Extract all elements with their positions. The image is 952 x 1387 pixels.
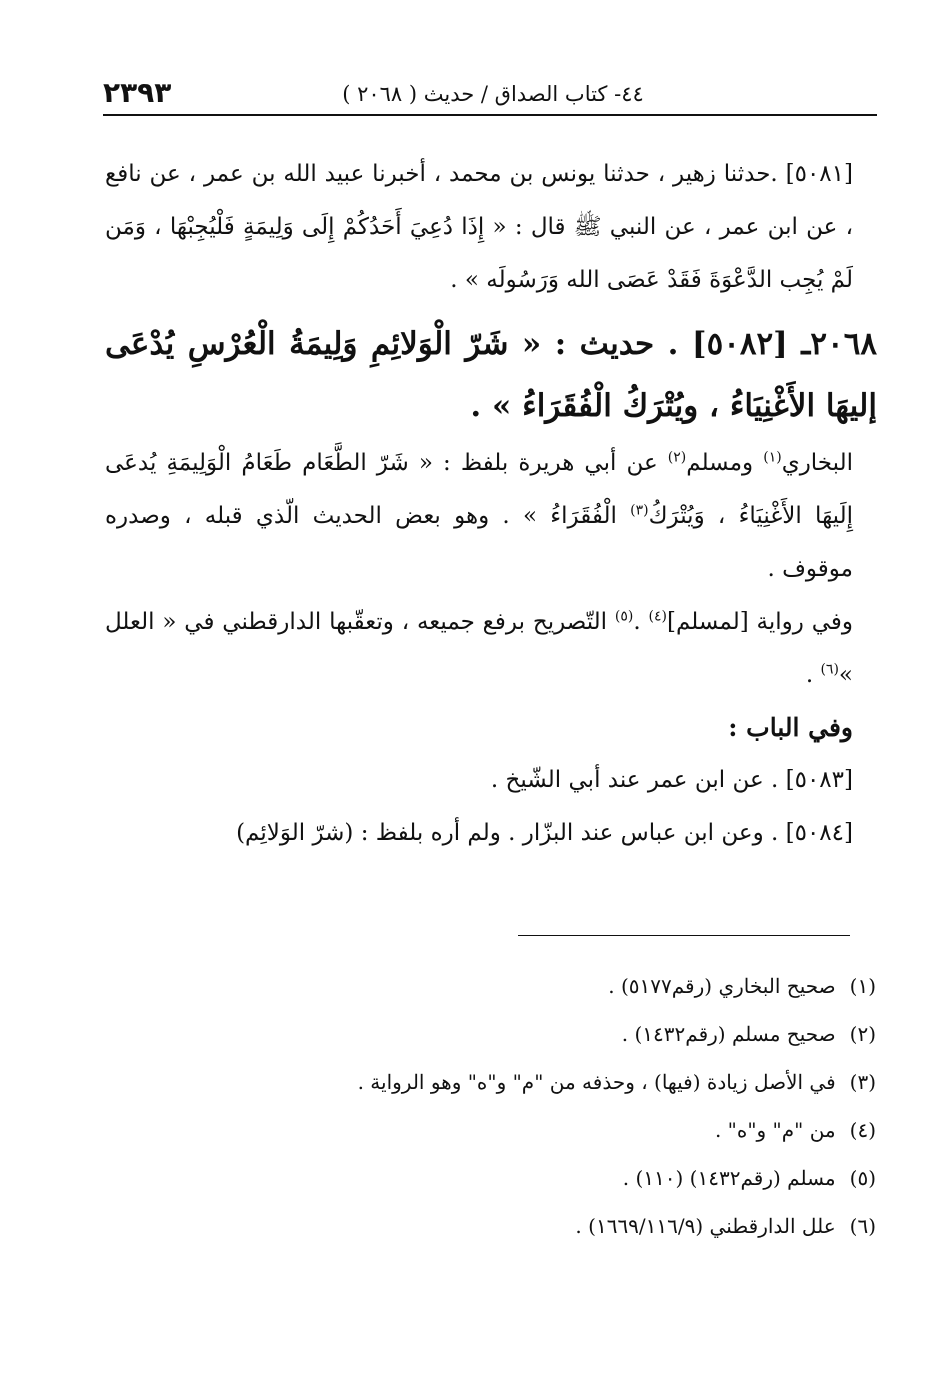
running-title: ٤٤- كتاب الصداق / حديث ( ٢٠٦٨ ) [342, 82, 644, 106]
footnote-text: صحيح مسلم (رقم١٤٣٢) . [621, 1022, 836, 1046]
footnote-number: (٢) [849, 1022, 876, 1046]
hadith-heading: ٢٠٦٨ـ [٥٠٨٢] . حديث : « شَرّ الْوَلائِمِ وَلِيمَةُ الْعُرْسِ يُدْعَى إليهَا الأَغْنِيَاءُ ، ويُتْرَكُ الْفُقَرَاءُ » . [105, 326, 877, 424]
paragraph-takhrij [105, 437, 877, 596]
footnote-ref: (٢) [667, 449, 687, 466]
section-subheading: وفي الباب : [728, 713, 853, 742]
footnote-ref: (٦) [820, 661, 839, 678]
footnote-text: صحيح البخاري (رقم٥١٧٧) . [608, 974, 836, 998]
footnote-ref: (١) [763, 449, 782, 466]
footnote [200, 1202, 876, 1250]
footnote-ref: (٥) [614, 608, 634, 625]
paragraph-chain: [٥٠٨١] .حدثنا زهير ، حدثنا يونس بن محمد ، أخبرنا عبيد الله بن عمر ، عن نافع ، عن ابن عمر ، عن النبي ﷺ قال : « إِذَا دُعِيَ أَحَدُكُمْ إِلَى وَلِيمَةٍ فَلْيُجِبْهَا ، وَمَن لَمْ يُجِب الدَّعْوَةَ فَقَدْ عَصَى الله وَرَسُولَه » . [105, 161, 853, 293]
footnote-text: من "م" و"ه" . [714, 1118, 836, 1142]
text-run: البخاري [781, 450, 853, 476]
page-header [103, 74, 877, 114]
text-run: وفي رواية [لمسلم] [667, 609, 853, 635]
footnote-text: في الأصل زيادة (فيها) ، وحذفه من "م" و"ه" وهو الرواية . [357, 1070, 836, 1094]
paragraph-riwaya [105, 596, 877, 702]
footnotes [200, 962, 876, 1250]
footnote [200, 1058, 876, 1106]
text-run: . [633, 609, 649, 635]
footnote-ref: (٣) [630, 502, 649, 519]
footnote-number: (٦) [849, 1214, 876, 1238]
text-run: الْفُقَرَاءُ » . وهو بعض الحديث الّذي قبله ، وصدره موقوف . [105, 503, 853, 582]
text-run: ومسلم [686, 450, 764, 476]
footnote-ref: (٤) [648, 608, 668, 625]
text-run: التّصريح برفع جميعه ، وتعقّبها الدارقطني في « العلل » [105, 609, 853, 688]
text-run: عن أبي هريرة بلفظ : « شَرّ الطَّعَام طَعَامُ الْوَلِيمَةِ يُدعَى إِلَيهَا الأَغْنِيَاءُ ، وَيُتْرَكُ [105, 450, 854, 529]
footnote [200, 1106, 876, 1154]
footnote [200, 1010, 876, 1058]
paragraph-ibn-abbas: [٥٠٨٤] . وعن ابن عباس عند البزّار . ولم أره بلفظ : (شرّ الوَلائِم) [236, 820, 853, 846]
page-number: ٢٣٩٣ [103, 76, 172, 109]
main-text [105, 148, 877, 860]
header-rule [103, 114, 877, 116]
footnote-text: مسلم (رقم١٤٣٢) (١١٠) . [622, 1166, 836, 1190]
footnote [200, 962, 876, 1010]
footnote-number: (٥) [849, 1166, 876, 1190]
paragraph-ibn-umar: [٥٠٨٣] . عن ابن عمر عند أبي الشّيخ . [490, 767, 853, 793]
footnote-number: (٣) [849, 1070, 876, 1094]
footnote-number: (١) [849, 974, 876, 998]
footnote-number: (٤) [849, 1118, 876, 1142]
text-run: . [805, 662, 821, 688]
footnote-text: علل الدارقطني (١٦٦٩/١١٦/٩) . [575, 1214, 836, 1238]
footnote-separator [518, 935, 850, 936]
footnote [200, 1154, 876, 1202]
